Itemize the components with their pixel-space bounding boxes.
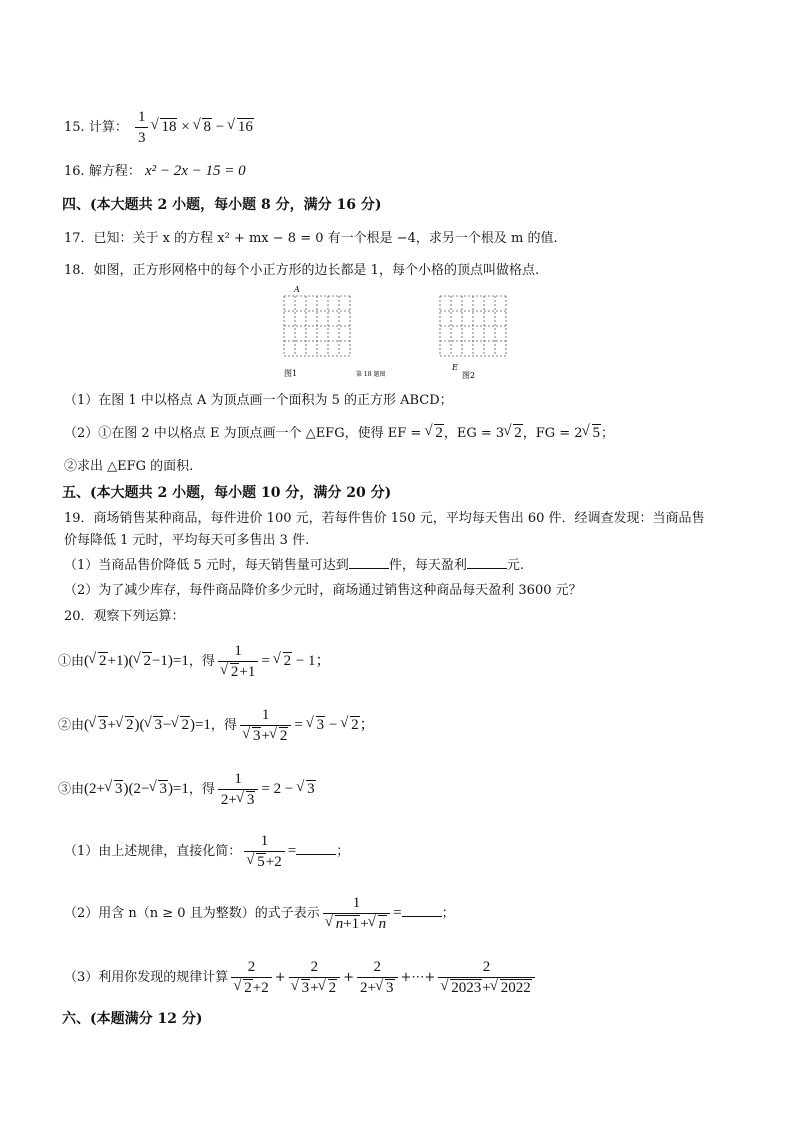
- q18: 18．如图，正方形网格中的每个小正方形的边长都是 1，每个小格的顶点叫做格点.: [64, 263, 540, 278]
- fig-caption: 第 18 题图: [356, 371, 386, 378]
- label-A: A: [294, 285, 300, 294]
- q17: 17．已知：关于 x 的方程 x² + mx − 8 = 0 有一个根是 −4，求另一个根及 m 的值.: [64, 231, 558, 246]
- fig1-label: 图1: [284, 369, 298, 378]
- fraction-one-third: $\frac{1}{3}$: [135, 108, 149, 147]
- q20-sub1: （1）由上述规律，直接化简： 1 √ 5+2 = ；: [64, 832, 349, 871]
- q18-part2: （2）①在图 2 中以格点 E 为顶点画一个 △EFG，使得 EF = √ 2，EG = 3√ 2，FG = 2√ 5；: [64, 424, 614, 443]
- answer-blank[interactable]: [349, 556, 389, 569]
- q16: 16. 解方程： x² − 2x − 15 = 0: [64, 163, 246, 179]
- q19-part2: （2）为了减少库存，每件商品降价多少元时，商场通过销售这种商品每天盈利 3600 元？: [64, 583, 582, 598]
- section-6-heading: 六、(本题满分 12 分): [62, 1011, 203, 1027]
- q20-row2: ②由(√ 3+√ 2)(√ 3−√ 2)=1，得 1 √ 3+√ 2 = √ 3 − √ 2；: [58, 706, 375, 745]
- answer-blank[interactable]: [402, 904, 442, 917]
- q18-part1: （1）在图 1 中以格点 A 为顶点画一个面积为 5 的正方形 ABCD；: [64, 393, 453, 408]
- q19-line1: 19．商场销售某种商品，每件进价 100 元，若每件售价 150 元，平均每天售出 60 件．经调查发现：当商品售: [64, 511, 705, 526]
- label-E: E: [452, 363, 458, 372]
- section-5-heading: 五、(本大题共 2 小题，每小题 10 分，满分 20 分): [62, 485, 392, 501]
- q19-line2: 价每降低 1 元时，平均每天可多售出 3 件.: [64, 533, 310, 548]
- answer-blank[interactable]: [296, 842, 336, 855]
- q19-part1: （1）当商品售价降低 5 元时，每天销售量可达到 件，每天盈利 元.: [64, 558, 524, 573]
- section-4-heading: 四、(本大题共 2 小题，每小题 8 分，满分 16 分): [62, 197, 382, 213]
- q20-sub3: （3）利用你发现的规律计算 2 √ 2+2 + 2 √ 3+√ 2 + $\frac{2}{2+√ 3}$ +⋯+ 2 √ 2023+√ 2022: [64, 958, 538, 997]
- q18-figures: [270, 282, 520, 386]
- q20-intro: 20．观察下列运算：: [64, 609, 185, 624]
- fig2-label: 图2: [462, 371, 476, 380]
- q20-row3: ③由(2+√ 3)(2−√ 3)=1，得 $\frac{1}{2+√ 3}$ = 2 − √ 3: [58, 770, 316, 809]
- q20-row1: ①由(√ 2+1)(√ 2−1)=1，得 1 √ 2+1 = √ 2 − 1；: [58, 642, 331, 681]
- q15: 15. 计算： $\frac{1}{3}$ √ 18 × √ 8 − √ 16: [64, 108, 254, 147]
- answer-blank[interactable]: [467, 556, 507, 569]
- q18-part3: ②求出 △EFG 的面积.: [64, 459, 194, 474]
- q20-sub2: （2）用含 n（n ≥ 0 且为整数）的式子表示 1 √ n+1+√ n = ；: [64, 894, 455, 933]
